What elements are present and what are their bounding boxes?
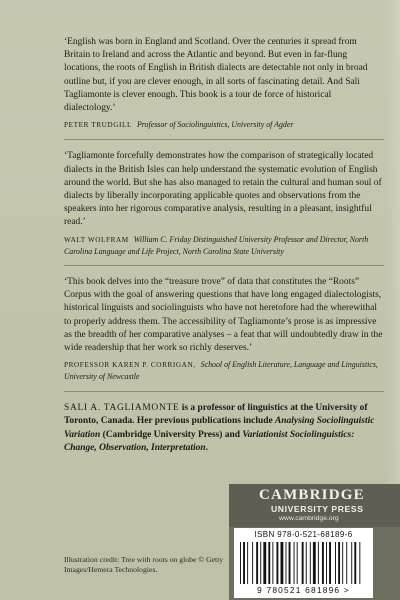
bio-text: (Cambridge University Press) and (100, 429, 243, 440)
illustration-credit: Illustration credit: Tree with roots on globe © Getty Images/Hemera Technologies. (64, 555, 224, 575)
bio-text: . (205, 443, 208, 454)
review-attribution (64, 234, 384, 257)
publisher-press: UNIVERSITY PRESS (271, 504, 364, 514)
review-attribution (64, 119, 384, 131)
isbn-label: ISBN 978-0-521-68189-6 (254, 530, 353, 539)
barcode-digits: 9 780521 681896 > (257, 585, 350, 595)
bio-text: is a professor of linguistics at the University of Toronto, Canada. Her previous publications include (64, 402, 368, 427)
divider (64, 265, 384, 266)
review-3 (64, 276, 384, 383)
review-quote: ‘Tagliamonte forcefully demonstrates how the comparison of strategically located dialects in the British Isles can help understand the systematic evolution of English around the world. But she has also managed to retain the cultural and human soul of dialects by liberally incorporating applicable quotes and observations from the speakers into her rigorous comparative analysis, resulting in a pleasant, insightful read.’ (64, 151, 382, 228)
book-title: Variationist Sociolinguistics: Change, Observation, Interpretation (64, 429, 355, 454)
review-quote: ‘English was born in England and Scotland. Over the centuries it spread from Britain to Ireland and across the Atlantic and beyond. But even in far-flung locations, the roots of English in British dialects are detectable not only in broad outline but, if you are clever enough, in all sorts of fascinating detail. And Sali Tagliamonte is clever enough. This book is a tour de force of historical dialectology.’ (64, 37, 368, 114)
reviewer-role: Professor of Sociolinguistics, University of Agder (136, 120, 294, 130)
reviewer-name: PROFESSOR KAREN P. CORRIGAN, (64, 361, 196, 370)
publisher-url[interactable]: www.cambridge.org (279, 515, 339, 522)
barcode-bars (240, 542, 367, 584)
review-attribution (64, 359, 384, 382)
divider (64, 139, 384, 140)
review-blurbs (64, 36, 384, 456)
reviewer-name: PETER TRUDGILL (64, 121, 132, 130)
review-2 (64, 150, 384, 257)
publisher-name: CAMBRIDGE (259, 487, 365, 503)
book-title: Analysing Sociolinguistic Variation (64, 416, 375, 440)
author-bio (64, 402, 384, 456)
divider (64, 391, 384, 392)
publisher-logo (229, 484, 400, 527)
reviewer-name: WALT WOLFRAM (64, 235, 129, 244)
reviewer-role: William C. Friday Distinguished University Professor and Director, North Carolina Language and Life Project, North Carolina State University (64, 234, 369, 256)
author-name: SALI A. TAGLIAMONTE (64, 402, 180, 413)
reviewer-role: School of English Literature, Language and Linguistics, University of Newcastle (64, 360, 378, 382)
review-1 (64, 36, 384, 131)
barcode-panel (234, 528, 373, 598)
review-quote: ‘This book delves into the “treasure trove” of data that constitutes the “Roots” Corpus with the goal of answering questions that have long engaged dialectologists, historical linguists and sociolinguists who have not heretofore had the wherewithal to properly address them. The accessibility of Tagliamonte’s prose is as impressive as the breadth of her comparative analyses – a feat that will undoubtedly draw in the wide readership that her work so richly deserves.’ (64, 277, 383, 354)
